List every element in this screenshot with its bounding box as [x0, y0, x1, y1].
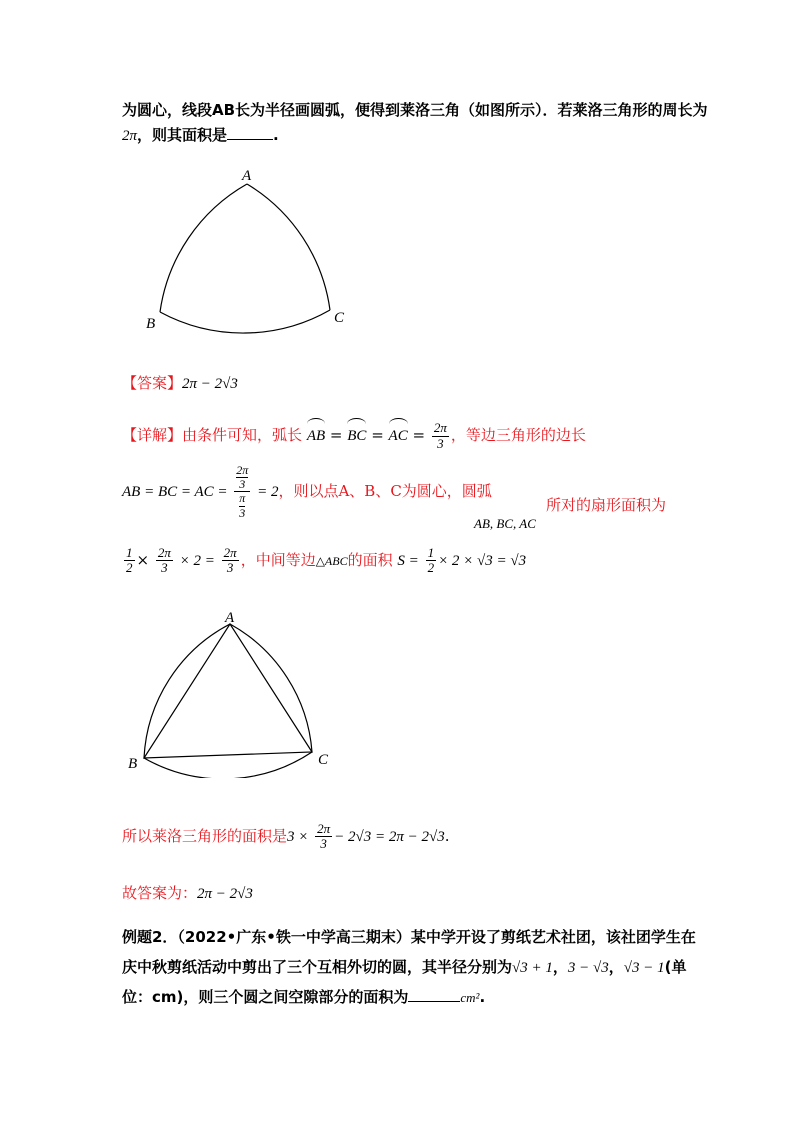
- example2-line-3-a: (单: [664, 958, 687, 976]
- answer-blank: [227, 139, 273, 140]
- example2-unit: cm²: [460, 990, 480, 1005]
- answer-tag: 【答案】: [122, 374, 183, 392]
- reuleaux-figure-1: [130, 160, 370, 340]
- side-result: = 2: [257, 483, 279, 500]
- label-b-2: B: [128, 756, 138, 772]
- conclusion-line: [122, 822, 450, 852]
- final-line: [122, 882, 253, 903]
- side-fraction: 2π 3 π 3: [236, 463, 249, 520]
- problem-line-1: 为圆心，线段AB长为半径画圆弧，便得到莱洛三角（如图所示）．若莱洛三角形的周长为: [122, 101, 708, 119]
- reuleaux-figure-2: [120, 608, 350, 778]
- arc-ab-label: AB: [307, 421, 325, 451]
- example2-line-1: 例题2．（2022•广东•铁一中学高三期末）某中学开设了剪纸艺术社团，该社团学生在: [122, 928, 696, 946]
- detail-text-4: 所对的扇形面积为: [546, 496, 667, 514]
- radius-1: √3 + 1: [512, 960, 553, 976]
- triangle-label: △ABC: [315, 553, 348, 568]
- label-a-2: A: [225, 610, 235, 626]
- label-a: A: [242, 168, 252, 184]
- label-b: B: [146, 316, 156, 332]
- arcs-label: AB, BC, AC: [474, 516, 536, 531]
- arc-ac: [247, 184, 330, 310]
- detail-line-1: 【详解】由条件可知，弧长 AB = BC = AC = $\frac{2\pi}{3}$ ，等边三角形的边长: [122, 420, 586, 451]
- final-text: 故答案为：: [122, 884, 198, 902]
- sector-result-fraction: $\frac{2\pi}{3}$: [223, 545, 237, 576]
- problem-line-2-text: ，则其面积是: [137, 126, 228, 144]
- answer-line: [122, 372, 238, 393]
- problem-period: .: [273, 126, 279, 144]
- detail-text-6: 的面积: [347, 550, 393, 569]
- conclusion-rest: − 2√3 = 2π − 2√3: [334, 828, 445, 845]
- detail-text-5: ，中间等边: [240, 550, 316, 569]
- arc-bc: [160, 310, 330, 333]
- area-half-fraction: $\frac{1}{2}$: [427, 545, 435, 576]
- example2-line-3-b: 位：cm)，则三个圆之间空隙部分的面积为: [122, 988, 409, 1006]
- perimeter-value: 2π: [122, 128, 138, 144]
- inner-triangle: [144, 624, 312, 758]
- final-value: 2π − 2√3: [197, 886, 253, 902]
- radius-3: √3 − 1: [623, 960, 665, 976]
- area-rhs: × 2 × √3 = √3: [438, 552, 527, 569]
- arc-bc-2: [144, 752, 312, 778]
- conclusion-text: 所以莱洛三角形的面积是: [122, 826, 288, 845]
- arc-bc-label: BC: [347, 421, 366, 451]
- sector-times: × 2 =: [179, 552, 215, 569]
- conclusion-fraction: $\frac{2\pi}{3}$: [317, 821, 331, 852]
- detail-text-3: ，则以点A、B、C为圆心，圆弧: [278, 481, 492, 500]
- radius-2: 3 − √3: [567, 960, 609, 976]
- detail-tag: 【详解】: [122, 426, 183, 444]
- example2-blank: [408, 1001, 460, 1002]
- detail-text-1: 由条件可知，弧长: [182, 426, 303, 444]
- label-c: C: [334, 310, 345, 326]
- conclusion-expr: 3 ×: [287, 828, 309, 845]
- example2-line-2-text: 庆中秋剪纸活动中剪出了三个互相外切的圆，其半径分别为: [122, 958, 513, 976]
- arc-length-fraction: $\frac{2\pi}{3}$: [433, 420, 447, 451]
- detail-line-2: [122, 464, 492, 520]
- answer-value: 2π − 2√3: [182, 376, 238, 392]
- label-c-2: C: [318, 752, 329, 768]
- example2-line-2: 庆中秋剪纸活动中剪出了三个互相外切的圆，其半径分别为√3 + 1，3 − √3，√3 − 1(单: [122, 958, 687, 976]
- sides-equation: AB = BC = AC =: [122, 483, 228, 500]
- arc-ab: [160, 184, 247, 312]
- detail-line-3: $\frac{1}{2}$ × $\frac{2\pi}{3}$ × 2 = $\frac{2\pi}{3}$ ，中间等边△ABC的面积 S = $\frac{1}{2}$ × 2 × √3 = √3: [126, 545, 527, 576]
- problem-line-2: [122, 124, 279, 145]
- conclusion-dot: .: [444, 826, 450, 845]
- detail-text-2: ，等边三角形的边长: [450, 426, 586, 444]
- area-lhs: S =: [397, 552, 419, 569]
- example2-period: .: [479, 988, 486, 1006]
- example2-line-3: [122, 986, 485, 1007]
- arc-ac-label: AC: [389, 421, 408, 451]
- half-fraction: $\frac{1}{2}$: [126, 545, 133, 576]
- sector-angle-fraction: $\frac{2\pi}{3}$: [157, 545, 171, 576]
